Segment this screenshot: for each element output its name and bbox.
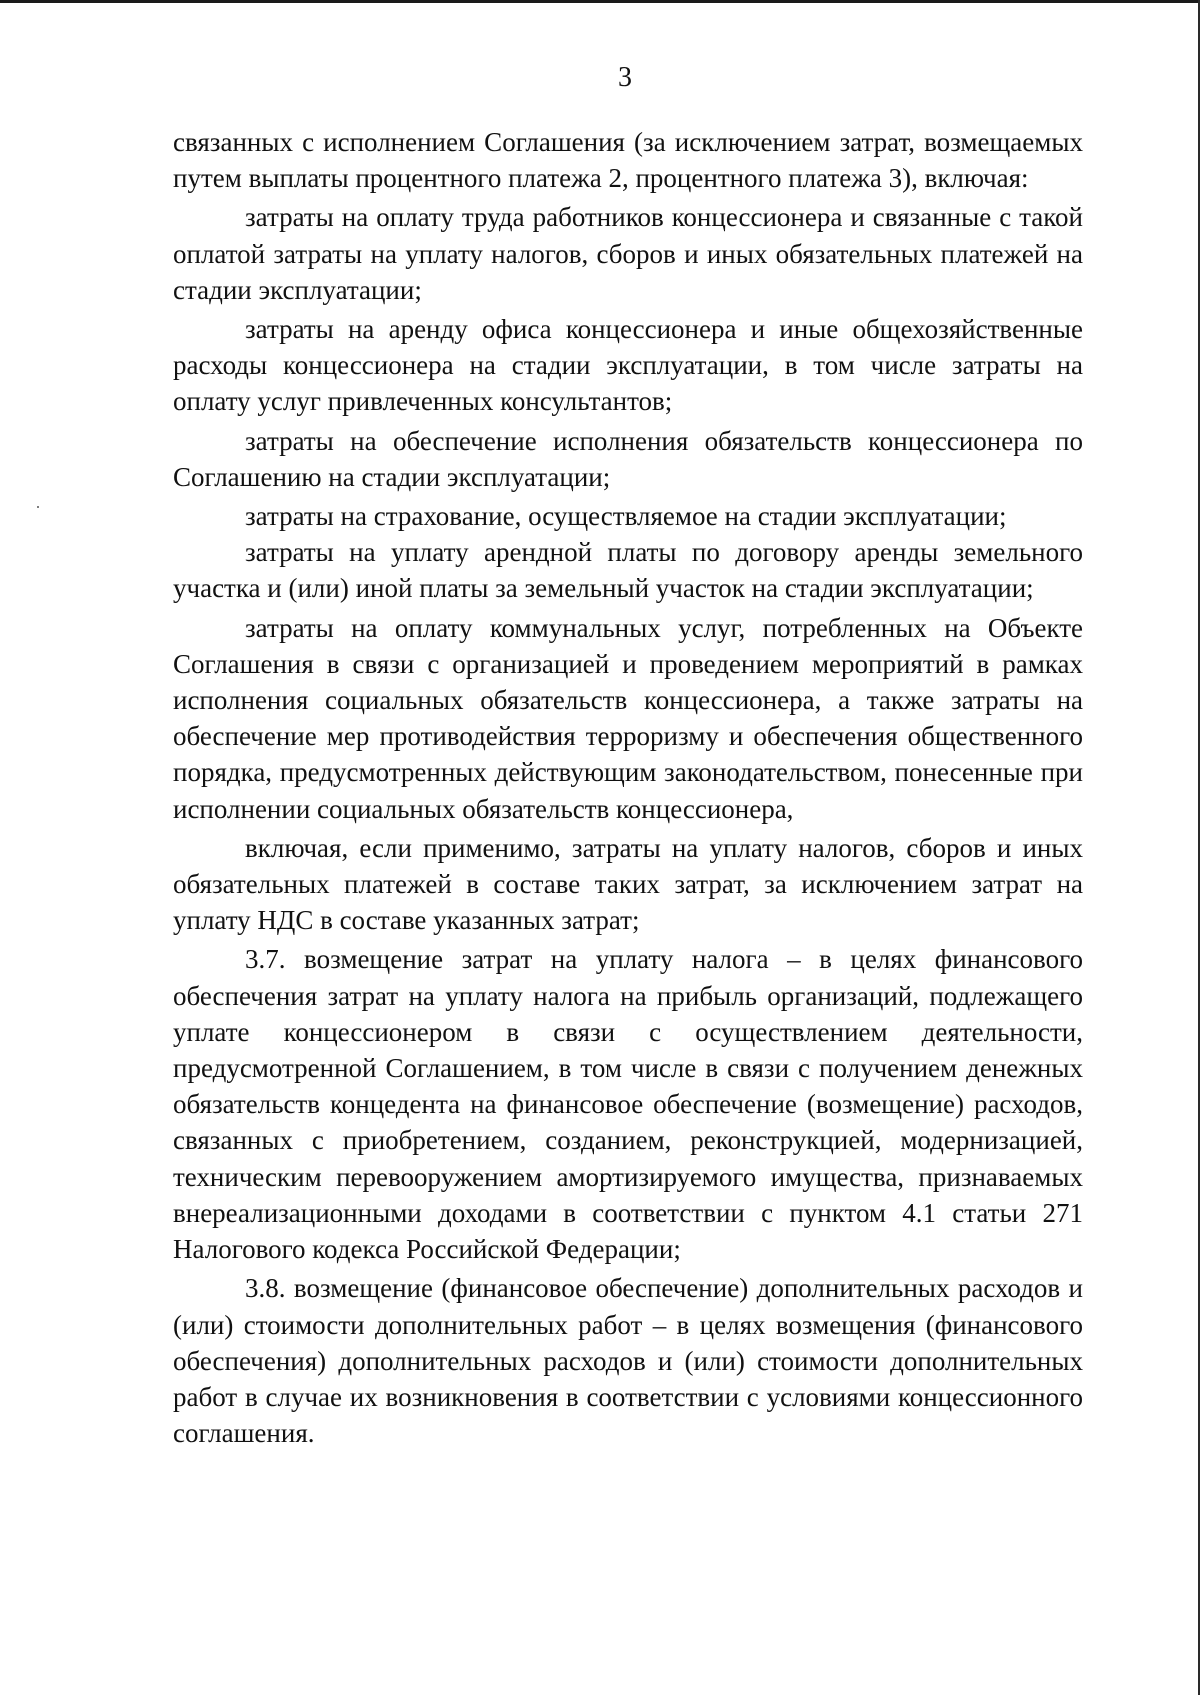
paragraph-obligations-security: затраты на обеспечение исполнения обязательств концессионера по Соглашению на стадии эксплуатации; bbox=[173, 425, 1083, 492]
scan-top-edge bbox=[0, 0, 1200, 3]
paragraph-utilities: затраты на оплату коммунальных услуг, потребленных на Объекте Соглашения в связи с организацией и проведением мероприятий в рамках исполнения социальных обязательств концессионера, а также затраты на обеспечение мер противодействия терроризму и обеспечения общественного порядка, предусмотренных действующим законодательством, понесенные при исполнении социальных обязательств концессионера, bbox=[173, 612, 1083, 824]
paragraph-continuation: связанных с исполнением Соглашения (за исключением затрат, возмещаемых путем выплаты процентного платежа 2, процентного платежа 3), включая: bbox=[173, 127, 1083, 194]
paragraph-insurance: затраты на страхование, осуществляемое на стадии эксплуатации; bbox=[245, 501, 1007, 532]
scan-speck bbox=[37, 506, 39, 508]
paragraph-3-8: 3.8. возмещение (финансовое обеспечение) дополнительных расходов и (или) стоимости дополнительных работ – в целях возмещения (финансового обеспечения) дополнительных расходов и (или) стоимости дополнительных работ в случае их возникновения в соответствии с условиями концессионного соглашения. bbox=[173, 1273, 1083, 1449]
paragraph-labor-costs: затраты на оплату труда работников концессионера и связанные с такой оплатой затраты на уплату налогов, сборов и иных обязательных платежей на стадии эксплуатации; bbox=[173, 202, 1083, 305]
page-number: 3 bbox=[618, 62, 632, 93]
document-body bbox=[173, 124, 1083, 1451]
paragraph-land-rent: затраты на уплату арендной платы по договору аренды земельного участка и (или) иной платы за земельный участок на стадии эксплуатации; bbox=[173, 537, 1083, 604]
paragraph-office-rent: затраты на аренду офиса концессионера и иные общехозяйственные расходы концессионера на стадии эксплуатации, в том числе затраты на оплату услуг привлеченных консультантов; bbox=[173, 314, 1083, 417]
paragraph-taxes-included: включая, если применимо, затраты на уплату налогов, сборов и иных обязательных платежей в составе таких затрат, за исключением затрат на уплату НДС в составе указанных затрат; bbox=[173, 832, 1083, 936]
paragraph-3-7: 3.7. возмещение затрат на уплату налога – в целях финансового обеспечения затрат на уплату налога на прибыль организаций, подлежащего уплате концессионером в связи с осуществлением деятельности, предусмотренной Соглашением, в том числе в связи с получением денежных обязательств концедента на финансовое обеспечение (возмещение) расходов, связанных с приобретением, созданием, реконструкцией, модернизацией, техническим перевооружением амортизируемого имущества, признаваемых внереализационными доходами в соответствии с пунктом 4.1 статьи 271 Налогового кодекса Российской Федерации; bbox=[173, 944, 1083, 1265]
